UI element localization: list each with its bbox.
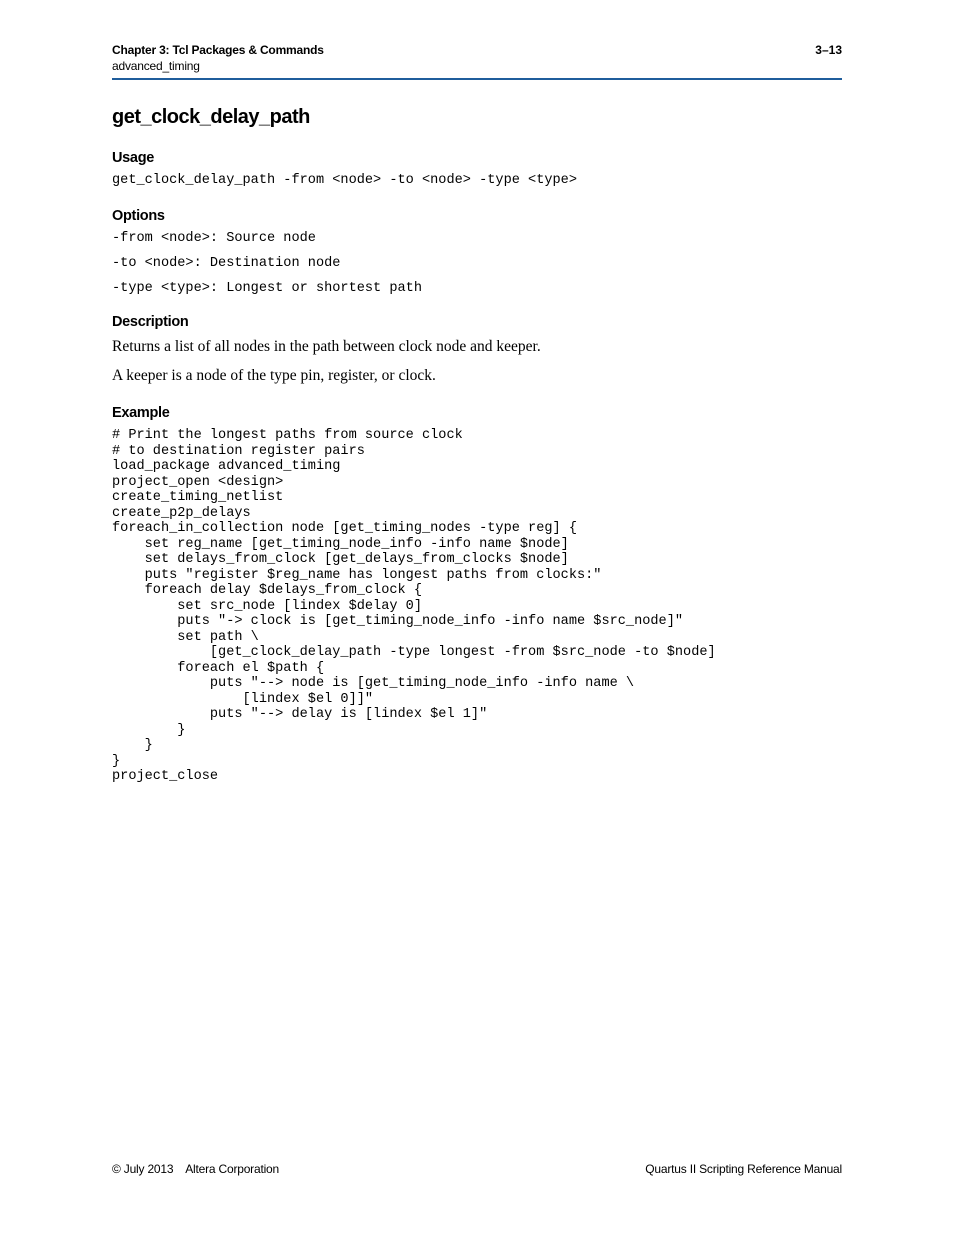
command-title: get_clock_delay_path bbox=[112, 106, 310, 128]
example-code-block: # Print the longest paths from source clock # to destination register pairs load_package advanced_timing project_open <design> create_timing_netlist create_p2p_delays foreach_in_collection node [get_timing_nodes -type reg] { set reg_name [get_timing_node_info -info name $node] set delays_from_clock [get_delays_from_clocks $node] puts "register $reg_name has longest paths from clocks:" foreach delay $delays_from_clock { set src_node [lindex $delay 0] puts "-> clock is [get_timing_node_info -info name $src_node]" set path \ [get_clock_delay_path -type longest -from $src_node -to $node] foreach el $path { puts "--> node is [get_timing_node_info -info name \ [lindex $el 0]]" puts "--> delay is [lindex $el 1]" } } } project_close bbox=[112, 428, 716, 784]
header-page-number: 3–13 bbox=[815, 43, 842, 57]
header-chapter-title: Chapter 3: Tcl Packages & Commands bbox=[112, 43, 324, 57]
options-heading: Options bbox=[112, 207, 165, 224]
example-heading: Example bbox=[112, 405, 170, 421]
option-from: -from <node>: Source node bbox=[112, 230, 316, 246]
usage-heading: Usage bbox=[112, 150, 155, 166]
footer-manual-title: Quartus II Scripting Reference Manual bbox=[645, 1162, 842, 1176]
page-footer bbox=[112, 1161, 842, 1177]
description-paragraph: Returns a list of all nodes in the path between clock node and keeper. bbox=[112, 338, 541, 355]
header-section-name: advanced_timing bbox=[112, 59, 200, 73]
usage-syntax: get_clock_delay_path -from <node> -to <node> -type <type> bbox=[112, 173, 577, 188]
footer-copyright: © July 2013 Altera Corporation bbox=[112, 1162, 280, 1176]
page-header bbox=[112, 43, 842, 80]
description-paragraph: A keeper is a node of the type pin, register, or clock. bbox=[112, 367, 436, 384]
option-type: -type <type>: Longest or shortest path bbox=[112, 280, 422, 296]
description-heading: Description bbox=[112, 314, 189, 330]
option-to: -to <node>: Destination node bbox=[112, 255, 341, 271]
page-content bbox=[112, 104, 842, 785]
